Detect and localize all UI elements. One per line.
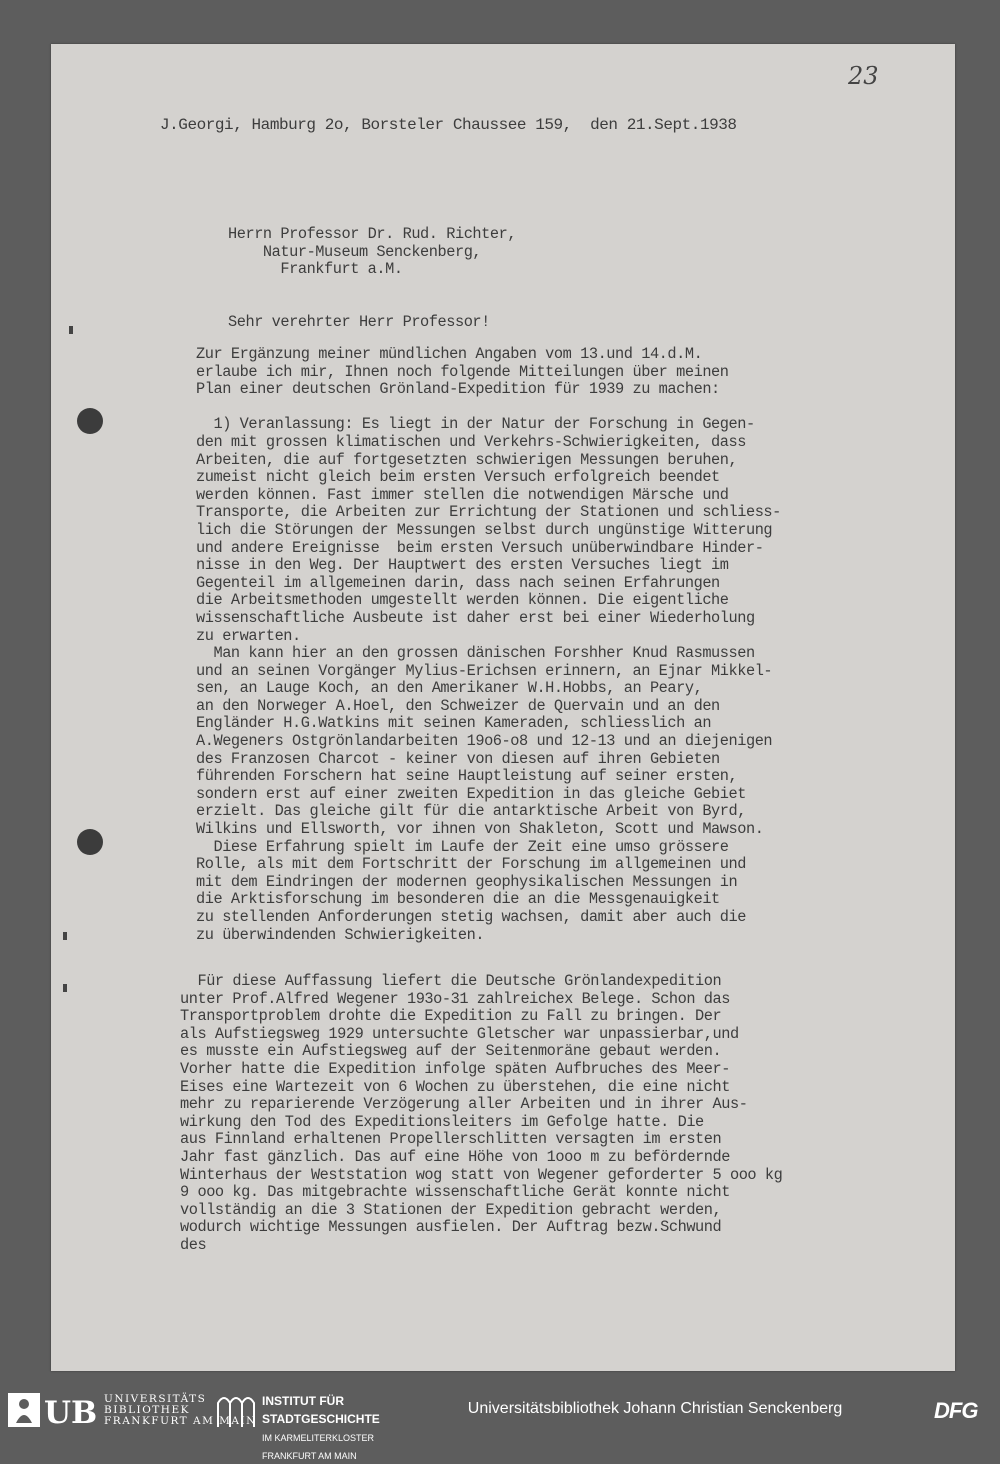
text-line: wodurch wichtige Messungen ausfielen. Der Auftrag bezw.Schwund xyxy=(180,1218,722,1237)
text-line: die Arbeitsmethoden umgestellt werden können. Die eigentliche xyxy=(196,591,729,610)
recipient-address xyxy=(228,226,516,279)
page-number: 23 xyxy=(848,62,879,90)
text-line: wirkung den Tod des Expeditionsleiters im Gefolge hatte. Die xyxy=(180,1112,704,1131)
text-line: unter Prof.Alfred Wegener 193o-31 zahlreichex Belege. Schon das xyxy=(180,989,730,1008)
isg-logo-icon xyxy=(216,1393,256,1427)
text-line: Diese Erfahrung spielt im Laufe der Zeit eine umso grössere xyxy=(196,837,729,856)
text-line: Transportproblem drohte die Expedition zu Fall zu bringen. Der xyxy=(180,1007,722,1026)
text-line: die Arktisforschung im besonderen die an die Messgenauigkeit xyxy=(196,890,720,909)
text-line: Wilkins und Ellsworth, vor ihnen von Shakleton, Scott und Mawson. xyxy=(196,820,764,839)
text-line: erlaube ich mir, Ihnen noch folgende Mitteilungen über meinen xyxy=(196,362,729,381)
text-line: Transporte, die Arbeiten zur Errichtung der Stationen und schliess- xyxy=(196,503,781,522)
margin-mark xyxy=(63,984,67,992)
isg-sub-line: IM KARMELITERKLOSTER xyxy=(262,1433,375,1443)
letter-body-section-1 xyxy=(196,346,781,944)
text-line: nisse in den Weg. Der Hauptwert des ersten Versuches liegt im xyxy=(196,556,729,575)
text-line: zu überwindenden Schwierigkeiten. xyxy=(196,925,485,944)
text-line: an den Norweger A.Hoel, den Schweizer de Quervain und an den xyxy=(196,696,720,715)
text-line: vollständig an die 3 Stationen der Expedition gebracht werden, xyxy=(180,1200,722,1219)
punch-hole-top xyxy=(77,408,103,434)
recipient-line: Frankfurt a.M. xyxy=(228,260,403,279)
text-line: sen, an Lauge Koch, an den Amerikaner W.H.Hobbs, an Peary, xyxy=(196,679,703,698)
ub-logo-icon xyxy=(8,1393,103,1427)
text-line: werden können. Fast immer stellen die notwendigen Märsche und xyxy=(196,485,729,504)
letter-body-section-2 xyxy=(180,973,782,1255)
text-line: Jahr fast gänzlich. Das auf eine Höhe von 1ooo m zu befördernde xyxy=(180,1147,730,1166)
text-line: des Franzosen Charcot - keiner von diesen auf ihren Gebieten xyxy=(196,749,720,768)
text-line: Plan einer deutschen Grönland-Expedition für 1939 zu machen: xyxy=(196,380,720,399)
text-line: führenden Forschern hat seine Hauptleistung auf seiner ersten, xyxy=(196,767,738,786)
ub-name-line: UNIVERSITÄTS xyxy=(104,1393,207,1405)
text-line: es musste ein Aufstiegsweg auf der Seitenmoräne gebaut werden. xyxy=(180,1042,722,1061)
ub-name-line: FRANKFURT AM MAIN xyxy=(104,1415,257,1427)
text-line: Gegenteil im allgemeinen darin, dass nach seinen Erfahrungen xyxy=(196,573,720,592)
text-line: aus Finnland erhaltenen Propellerschlitten versagten im ersten xyxy=(180,1130,722,1149)
text-line: und andere Ereignisse beim ersten Versuch unüberwindbare Hinder- xyxy=(196,538,764,557)
dfg-logo: DFG xyxy=(934,1398,978,1423)
text-line: Engländer H.G.Watkins mit seinen Kameraden, schliesslich an xyxy=(196,714,712,733)
text-line: Rolle, als mit dem Fortschritt der Forschung im allgemeinen und xyxy=(196,855,746,874)
text-line: Arbeiten, die auf fortgesetzten schwierigen Messungen beruhen, xyxy=(196,450,738,469)
salutation: Sehr verehrter Herr Professor! xyxy=(228,313,490,331)
text-line: lich die Störungen der Messungen selbst durch ungünstige Witterung xyxy=(196,520,773,539)
text-line: Winterhaus der Weststation wog statt von Wegener geforderter 5 ooo kg xyxy=(180,1165,783,1184)
isg-title-line: STADTGESCHICHTE xyxy=(262,1412,380,1426)
margin-mark xyxy=(69,326,73,334)
margin-mark xyxy=(63,932,67,940)
ub-logo-letters: UB xyxy=(44,1395,98,1427)
text-line: Man kann hier an den grossen dänischen Forshher Knud Rasmussen xyxy=(196,644,755,663)
text-line: als Aufstiegsweg 1929 untersuchte Gletscher war unpassierbar,und xyxy=(180,1024,739,1043)
library-name: Universitätsbibliothek Johann Christian Senckenberg xyxy=(467,1400,843,1417)
text-line: des xyxy=(180,1235,207,1254)
text-line: Vorher hatte die Expedition infolge späten Aufbruches des Meer- xyxy=(180,1059,730,1078)
ub-name-line: BIBLIOTHEK xyxy=(104,1404,190,1416)
isg-sub-line: FRANKFURT AM MAIN xyxy=(262,1451,357,1461)
recipient-line: Natur-Museum Senckenberg, xyxy=(228,242,482,261)
isg-title-line: INSTITUT FÜR xyxy=(262,1394,344,1408)
text-line: den mit grossen klimatischen und Verkehrs-Schwierigkeiten, dass xyxy=(196,432,746,451)
text-line: zu erwarten. xyxy=(196,626,301,645)
text-line: A.Wegeners Ostgrönlandarbeiten 19o6-o8 und 12-13 und an diejenigen xyxy=(196,732,773,751)
text-line: Eises eine Wartezeit von 6 Wochen zu überstehen, die eine nicht xyxy=(180,1077,730,1096)
text-line: 9 ooo kg. Das mitgebrachte wissenschaftliche Gerät konnte nicht xyxy=(180,1183,730,1202)
text-line: erzielt. Das gleiche gilt für die antarktische Arbeit von Byrd, xyxy=(196,802,746,821)
text-line: zu stellenden Anforderungen stetig wachsen, damit aber auch die xyxy=(196,908,746,926)
text-line: mehr zu reparierende Verzögerung aller Arbeiten und in ihrer Aus- xyxy=(180,1095,748,1114)
recipient-line: Herrn Professor Dr. Rud. Richter, xyxy=(228,225,517,243)
text-line: Zur Ergänzung meiner mündlichen Angaben vom 13.und 14.d.M. xyxy=(196,345,703,363)
punch-hole-bottom xyxy=(77,829,103,855)
text-line: sondern erst auf einer zweiten Expedition in das gleiche Gebiet xyxy=(196,784,746,803)
text-line: 1) Veranlassung: Es liegt in der Natur der Forschung in Gegen- xyxy=(196,415,755,434)
text-line: mit dem Eindringen der modernen geophysikalischen Messungen in xyxy=(196,872,738,891)
sender-line: J.Georgi, Hamburg 2o, Borsteler Chaussee 159, den 21.Sept.1938 xyxy=(160,116,737,134)
text-line: wissenschaftliche Ausbeute ist daher erst bei einer Wiederholung xyxy=(196,608,755,627)
text-line: und an seinen Vorgänger Mylius-Erichsen erinnern, an Ejnar Mikkel- xyxy=(196,661,773,680)
footer-bar xyxy=(0,1386,1000,1461)
isg-name xyxy=(262,1392,380,1464)
text-line: zumeist nicht gleich beim ersten Versuch erfolgreich beendet xyxy=(196,468,720,487)
text-line: Für diese Auffassung liefert die Deutsche Grönlandexpedition xyxy=(180,972,722,990)
